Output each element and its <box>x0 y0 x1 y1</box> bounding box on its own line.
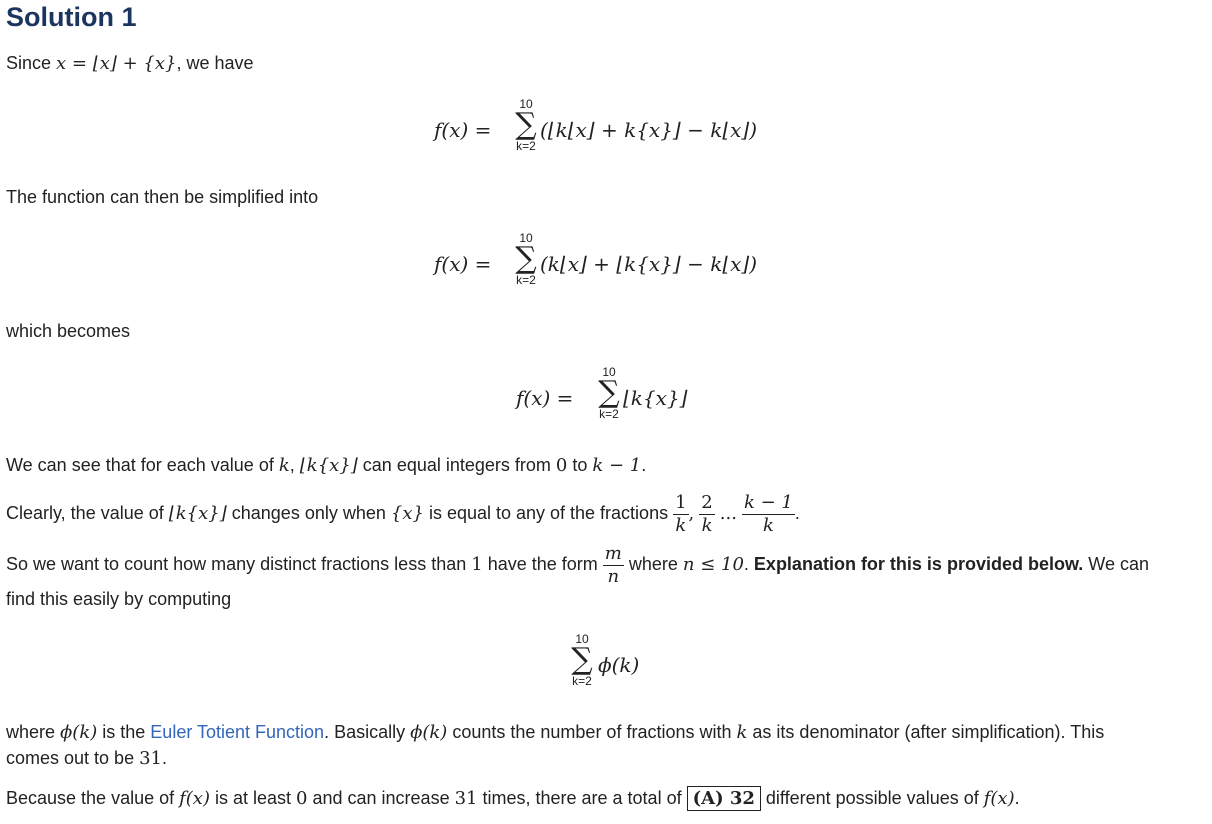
equation-2: f(x) = <box>434 252 492 276</box>
count-paragraph: So we want to count how many distinct fractions less than 1 have the form $\frac{m}{n}$ where n ≤ 10. Explanation for this is provided below. We can <box>6 542 1149 587</box>
becomes-paragraph: which becomes <box>6 321 131 341</box>
summation-1: 10 ∑ k=2 <box>508 97 544 153</box>
simplify-paragraph: The function can then be simplified into <box>6 187 319 207</box>
summation-3: 10 ∑ k=2 <box>591 365 627 421</box>
fraction-1-over-k: $\frac{1}{k}$ <box>675 491 687 536</box>
sigma-icon: ∑ <box>571 642 593 677</box>
summation-4: 10 ∑ k=2 <box>564 632 600 688</box>
euler-totient-link[interactable]: Euler Totient Function <box>150 722 325 742</box>
answer-paragraph: Because the value of f(x) is at least 0 and can increase 31 times, there are a total of (A) 32 different possible values of f(x). <box>6 788 1020 809</box>
sigma-icon: ∑ <box>515 241 537 276</box>
sigma-icon: ∑ <box>598 375 620 410</box>
intro-paragraph: Since x = ⌊x⌋ + {x}, we have <box>6 53 254 74</box>
explanation-note: Explanation for this is provided below. <box>753 554 1084 574</box>
fraction-km1-over-k: $\frac{k - 1}{k}$ <box>743 491 793 536</box>
solution-title: Solution 1 <box>6 2 137 32</box>
equation-1: f(x) = <box>434 118 492 142</box>
equation-2-body: (k⌊x⌋ + ⌊k{x}⌋ − k⌊x⌋) <box>540 252 758 276</box>
totient-paragraph-continued: comes out to be 31. <box>6 748 167 769</box>
fraction-2-over-k: $\frac{2}{k}$ <box>701 491 713 536</box>
answer-box: (A) 32 <box>687 786 761 811</box>
totient-paragraph: where ϕ(k) is the Euler Totient Function. Basically ϕ(k) counts the number of fractions with k as its denominator (after simplification). This <box>6 722 1105 743</box>
equation-3: f(x) = <box>516 386 574 410</box>
integers-paragraph: We can see that for each value of k, ⌊k{x}⌋ can equal integers from 0 to k − 1. <box>6 455 647 476</box>
summation-2: 10 ∑ k=2 <box>508 231 544 287</box>
count-paragraph-continued: find this easily by computing <box>6 589 232 609</box>
equation-1-body: (⌊k⌊x⌋ + k{x}⌋ − k⌊x⌋) <box>540 118 758 142</box>
math-x-decomposition: x = ⌊x⌋ + {x} <box>56 53 177 74</box>
sigma-icon: ∑ <box>515 107 537 142</box>
fractions-paragraph: Clearly, the value of ⌊k{x}⌋ changes only when {x} is equal to any of the fractions $\frac{1}{k}$ , $\frac{2}{k}$ ... $\frac{k - 1}{k}$ . <box>6 491 800 536</box>
equation-4-body: ϕ(k) <box>598 653 640 677</box>
equation-3-body: ⌊k{x}⌋ <box>623 386 688 410</box>
fraction-m-over-n: $\frac{m}{n}$ <box>604 542 622 587</box>
